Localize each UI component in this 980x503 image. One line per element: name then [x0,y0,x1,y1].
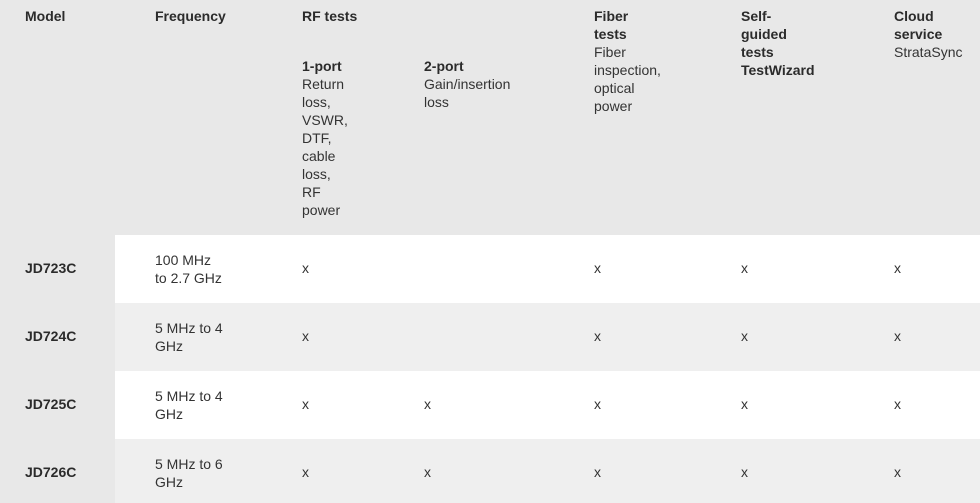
header-self-guided [741,7,851,79]
header-fiber-title-line: tests [594,26,627,42]
header-fiber-title-line: Fiber [594,8,629,24]
row-two-port-mark: x [424,464,431,480]
row-frequency-line: GHz [155,338,183,354]
row-model: JD726C [25,464,77,480]
header-frequency: Frequency [155,8,226,24]
row-fiber-mark: x [594,464,601,480]
header-one-port-line: Return [302,76,345,92]
row-frequency-line: GHz [155,406,183,422]
header-fiber-line: Fiber [594,44,626,60]
row-self-guided-mark: x [741,260,748,276]
row-frequency-line: 5 MHz to 6 [155,456,223,472]
row-frequency [155,455,245,491]
header-cloud-sub: StrataSync [894,44,963,60]
row-cloud-mark: x [894,396,901,412]
row-frequency-line: to 2.7 GHz [155,270,222,286]
header-self-line: guided [741,26,787,42]
header-fiber-line: optical [594,80,635,96]
row-frequency [155,387,245,423]
row-cloud-mark: x [894,328,901,344]
row-two-port-mark: x [424,396,431,412]
header-cloud-line: service [894,26,943,42]
header-one-port-line: RF [302,184,321,200]
row-self-guided-mark: x [741,396,748,412]
header-one-port-title: 1-port [302,58,342,74]
header-one-port-line: loss, [302,166,331,182]
row-one-port-mark: x [302,328,309,344]
header-two-port-line: loss [424,94,449,110]
row-fiber-mark: x [594,328,601,344]
table-row [0,371,980,439]
row-fiber-mark: x [594,396,601,412]
row-frequency-line: 100 MHz [155,252,212,268]
row-model: JD724C [25,328,77,344]
header-self-line: Self- [741,8,772,24]
table-row [0,235,980,303]
row-fiber-mark: x [594,260,601,276]
header-two-port-title: 2-port [424,58,464,74]
table-row [0,439,980,503]
header-one-port-line: cable [302,148,336,164]
row-cloud-mark: x [894,464,901,480]
row-frequency [155,319,245,355]
row-self-guided-mark: x [741,328,748,344]
header-self-line: tests [741,44,774,60]
row-self-guided-mark: x [741,464,748,480]
row-one-port-mark: x [302,260,309,276]
header-two-port [424,57,564,111]
table-header [0,0,980,235]
header-cloud-line: Cloud [894,8,934,24]
header-fiber-line: power [594,98,633,114]
header-fiber-line: inspection, [594,62,661,78]
header-fiber [594,7,704,115]
row-one-port-mark: x [302,396,309,412]
header-one-port-line: power [302,202,341,218]
header-model: Model [25,8,66,24]
header-self-line: TestWizard [741,62,815,78]
header-one-port [302,57,402,219]
header-one-port-line: DTF, [302,130,332,146]
row-model: JD723C [25,260,77,276]
row-one-port-mark: x [302,464,309,480]
header-one-port-line: loss, [302,94,331,110]
row-frequency-line: 5 MHz to 4 [155,388,223,404]
row-cloud-mark: x [894,260,901,276]
header-cloud [894,7,980,61]
row-frequency-line: 5 MHz to 4 [155,320,223,336]
row-frequency [155,251,245,287]
row-model: JD725C [25,396,77,412]
table-row [0,303,980,371]
header-rf-tests: RF tests [302,8,358,24]
header-two-port-line: Gain/insertion [424,76,511,92]
header-one-port-line: VSWR, [302,112,348,128]
row-frequency-line: GHz [155,474,183,490]
